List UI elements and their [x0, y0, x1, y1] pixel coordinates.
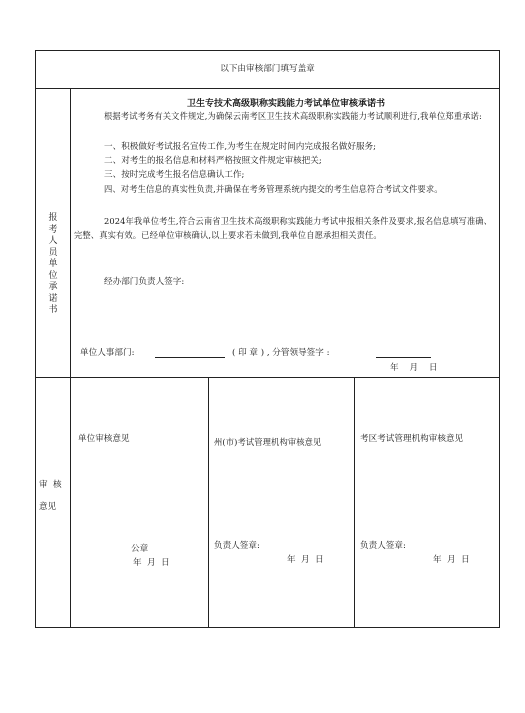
- commitment-pledge-text: 2024年我单位考生,符合云南省卫生技术高级职称实践能力考试申报相关条件及要求,报名信息填写准确、完整、真实有效。已经单位审核确认,以上要求若未做到,我单位自愿承担相关责任。: [74, 216, 493, 240]
- review-prefecture-signer: 负责人签章:: [214, 541, 260, 551]
- review-prefecture-date: 年 月 日: [287, 555, 324, 565]
- review-unit-seal: 公章: [131, 544, 149, 554]
- commitment-intro-text: 根据考试考务有关文件规定,为确保云南考区卫生技术高级职称实践能力考试顺利进行,我单位郑重承诺:: [104, 111, 482, 121]
- review-exam-region-title: 考区考试管理机构审核意见: [360, 434, 464, 444]
- commitment-item-3: 三、按时完成考生报名信息确认工作;: [104, 170, 245, 180]
- commitment-pledge: [74, 215, 500, 243]
- review-exam-region-signer: 负责人签章:: [360, 541, 406, 551]
- commitment-item-2: 二、对考生的报名信息和材料严格按照文件规定审核把关;: [104, 156, 322, 166]
- review-prefecture-title: [214, 436, 324, 449]
- review-prefecture-title-text: 州(市)考试管理机构审核意见: [214, 437, 322, 447]
- form-frame: [35, 50, 500, 628]
- commitment-title: 卫生专技术高级职称实践能力考试单位审核承诺书: [186, 99, 385, 109]
- review-unit-title: 单位审核意见: [78, 434, 130, 444]
- commitment-date: 年 月 日: [390, 363, 438, 373]
- commitment-signer-label: 经办部门负责人签字:: [104, 277, 185, 287]
- header-divider: [35, 88, 500, 89]
- commitment-side-label: 报考人员单位承诺书: [48, 213, 58, 315]
- review-exam-region-date: 年 月 日: [433, 555, 470, 565]
- review-side-label-line2: 意见: [39, 502, 57, 512]
- footer-dept-blank[interactable]: [155, 348, 225, 358]
- side-label-divider-bottom: [70, 377, 71, 628]
- commitment-item-1: 一、积极做好考试报名宣传工作,为考生在规定时间内完成报名做好服务;: [104, 142, 377, 152]
- footer-seal-label: ( 印 章 ) , 分管领导签字 :: [232, 348, 330, 358]
- review-side-label-line1: 审 核: [39, 480, 62, 490]
- review-column-divider-2: [354, 377, 355, 628]
- review-column-divider-1: [208, 377, 209, 628]
- review-unit-date: 年 月 日: [133, 558, 170, 568]
- footer-leader-blank[interactable]: [376, 348, 431, 358]
- commitment-item-4: [74, 183, 500, 197]
- header-text: 以下由审核部门填写盖章: [220, 64, 315, 74]
- side-label-divider-top: [70, 88, 71, 377]
- section-divider: [35, 377, 500, 378]
- commitment-intro: [104, 110, 498, 124]
- commitment-item-4-text: 四、对考生信息的真实性负责,并确保在考务管理系统内提交的考生信息符合考试文件要求。: [104, 184, 443, 194]
- footer-dept-label: 单位人事部门:: [80, 348, 135, 358]
